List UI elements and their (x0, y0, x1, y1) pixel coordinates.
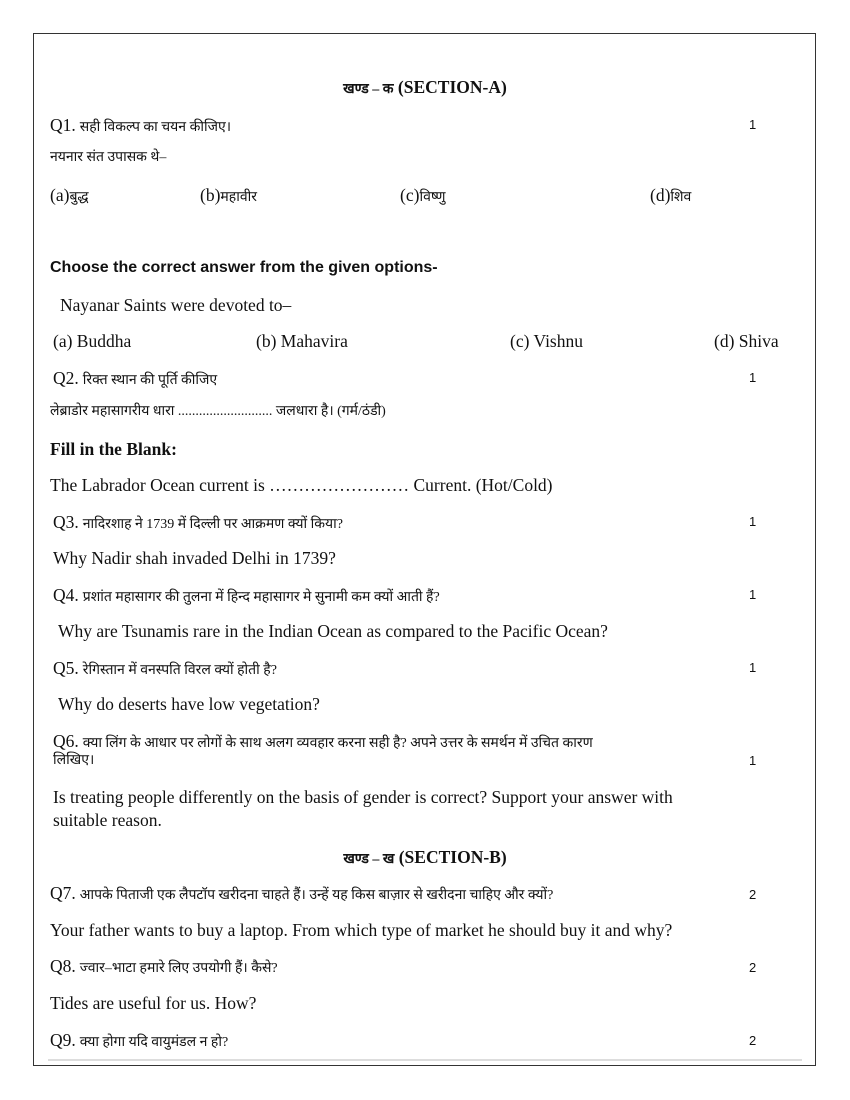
q7-english: Your father wants to buy a laptop. From which type of market he should buy it and why? (50, 920, 673, 940)
q6-marks: 1 (749, 753, 757, 768)
q3-number: Q3. (53, 512, 79, 532)
q7-marks: 2 (749, 887, 757, 902)
q9-marks: 2 (749, 1033, 757, 1048)
q6-hindi-line2: लिखिए। (53, 753, 95, 768)
option-key: (a) (50, 185, 70, 205)
q6-english-line2: suitable reason. (53, 810, 162, 830)
q7-number: Q7. (50, 883, 76, 903)
q4-marks: 1 (749, 587, 757, 602)
section-a-english: (SECTION-A) (397, 77, 507, 97)
option-key: (d) (650, 185, 671, 205)
q7-hindi (50, 883, 553, 906)
q7-text: आपके पिताजी एक लैपटॉप खरीदना चाहते हैं। उन्हें यह किस बाज़ार से खरीदना चाहिए और क्यों? (79, 888, 554, 903)
q1-number: Q1. (50, 115, 76, 135)
q9-number: Q9. (50, 1030, 76, 1050)
section-a-hindi: खण्ड – क (343, 82, 394, 97)
option-value: बुद्ध (69, 190, 89, 205)
q8-marks: 2 (749, 960, 757, 975)
option-value: महावीर (220, 190, 257, 205)
q6-english: Is treating people differently on the basis of gender is correct? Support your answer with (53, 787, 673, 807)
q6-hindi (53, 731, 593, 754)
q6-number: Q6. (53, 731, 79, 751)
q9-hindi (50, 1030, 228, 1053)
section-b-heading (0, 847, 850, 870)
q1-option-b-hi (200, 185, 257, 208)
q1-option-d-hi (650, 185, 691, 208)
q4-english: Why are Tsunamis rare in the Indian Ocean as compared to the Pacific Ocean? (58, 621, 608, 641)
section-a-heading (0, 77, 850, 100)
option-value: विष्णु (419, 190, 446, 205)
q1-option-a-en: (a) Buddha (53, 331, 132, 351)
bottom-divider (48, 1059, 802, 1061)
q1-marks: 1 (749, 117, 757, 132)
q8-english: Tides are useful for us. How? (50, 993, 257, 1013)
q2-stem-hindi: लेब्राडोर महासागरीय धारा ........................... जलधारा है। (गर्म/ठंडी) (50, 404, 386, 419)
q3-text: नादिरशाह ने 1739 में दिल्ली पर आक्रमण क्यों किया? (82, 517, 343, 532)
q3-english: Why Nadir shah invaded Delhi in 1739? (53, 548, 336, 568)
q5-marks: 1 (749, 660, 757, 675)
q1-option-b-en: (b) Mahavira (256, 331, 348, 351)
q2-text: रिक्त स्थान की पूर्ति कीजिए (82, 373, 218, 388)
q1-stem-en: Nayanar Saints were devoted to– (60, 295, 292, 315)
q4-text: प्रशांत महासागर की तुलना में हिन्द महासागर मे सुनामी कम क्यों आती हैं? (82, 590, 440, 605)
q3-hindi (53, 512, 343, 535)
q5-text: रेगिस्तान में वनस्पति विरल क्यों होती है? (82, 663, 277, 678)
option-value: शिव (670, 190, 692, 205)
q2-marks: 1 (749, 370, 757, 385)
q5-hindi (53, 658, 277, 681)
option-key: (b) (200, 185, 221, 205)
q3-marks: 1 (749, 514, 757, 529)
section-b-hindi: खण्ड – ख (343, 852, 395, 867)
q1-hindi (50, 115, 231, 138)
q8-hindi (50, 956, 278, 979)
q1-instruction-en: Choose the correct answer from the given options- (50, 259, 438, 276)
q4-number: Q4. (53, 585, 79, 605)
q2-instruction-en: Fill in the Blank: (50, 439, 177, 459)
q1-stem-hindi: नयनार संत उपासक थे– (50, 150, 167, 165)
q8-text: ज्वार–भाटा हमारे लिए उपयोगी हैं। कैसे? (79, 961, 278, 976)
q1-option-d-en: (d) Shiva (714, 331, 779, 351)
q5-number: Q5. (53, 658, 79, 678)
q6-text: क्या लिंग के आधार पर लोगों के साथ अलग व्यवहार करना सही है? अपने उत्तर के समर्थन में उचित कारण (82, 736, 593, 751)
option-key: (c) (400, 185, 420, 205)
q1-option-c-hi (400, 185, 445, 208)
q2-stem-en: The Labrador Ocean current is …………………… Current. (Hot/Cold) (50, 475, 553, 495)
q1-option-c-en: (c) Vishnu (510, 331, 583, 351)
q2-hindi (53, 368, 217, 391)
q1-option-a-hi (50, 185, 89, 208)
q4-hindi (53, 585, 440, 608)
q5-english: Why do deserts have low vegetation? (58, 694, 320, 714)
q2-number: Q2. (53, 368, 79, 388)
q8-number: Q8. (50, 956, 76, 976)
q1-text: सही विकल्प का चयन कीजिए। (79, 120, 232, 135)
section-b-english: (SECTION-B) (398, 847, 507, 867)
q9-text: क्या होगा यदि वायुमंडल न हो? (79, 1035, 229, 1050)
